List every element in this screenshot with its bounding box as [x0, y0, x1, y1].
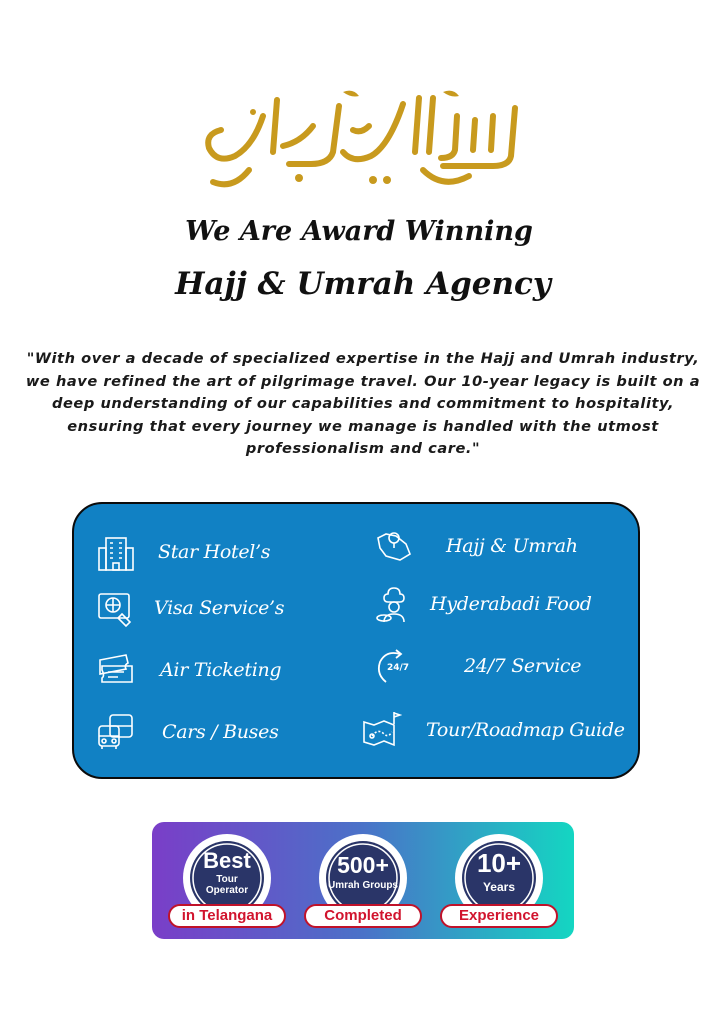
ticket-icon — [96, 650, 136, 690]
svg-text:24/7: 24/7 — [387, 663, 410, 673]
saudi-map-pin-icon — [374, 526, 414, 566]
bismillah-calligraphy — [193, 86, 533, 196]
bus-car-icon — [96, 712, 136, 752]
service-cars-buses — [96, 712, 279, 752]
service-hajj-umrah — [374, 526, 578, 566]
badge-ribbon: in Telangana — [168, 904, 286, 928]
badge-big-text: 10+ — [476, 848, 522, 878]
chef-icon — [374, 584, 414, 624]
clock-24-7-icon — [374, 646, 414, 686]
badge-ribbon: Completed — [304, 904, 422, 928]
mission-quote — [0, 348, 726, 461]
badge-big-text: 500+ — [337, 852, 389, 878]
services-panel — [72, 502, 640, 779]
service-label: Star Hotel’s — [158, 541, 271, 563]
service-label: Visa Service’s — [154, 597, 285, 619]
quote-line: we have refined the art of pilgrimage travel. Our 10-year legacy is built on a — [25, 372, 701, 390]
service-tour-roadmap — [362, 710, 625, 750]
service-label: Hyderabadi Food — [430, 593, 592, 615]
hotel-building-icon — [96, 532, 136, 572]
quote-line: "With over a decade of specialized expertise in the Hajj and Umrah industry, — [26, 350, 700, 367]
badge-years-experience — [434, 830, 564, 934]
badge-small-text: Operator — [205, 885, 249, 896]
quote-line: professionalism and care." — [245, 440, 481, 457]
service-24-7 — [374, 646, 581, 686]
roadmap-icon — [362, 710, 402, 750]
badge-small-text: Tour — [216, 874, 238, 885]
quote-line: ensuring that every journey we manage is handled with the utmost — [67, 417, 659, 435]
service-label: Cars / Buses — [162, 721, 279, 743]
headline-agency-name: Hajj & Umrah Agency — [175, 266, 551, 302]
service-label: Tour/Roadmap Guide — [426, 719, 625, 741]
quote-line: deep understanding of our capabilities and commitment to hospitality, — [51, 395, 675, 412]
badge-small-text: Years — [482, 880, 516, 894]
badge-umrah-groups — [298, 830, 428, 934]
service-label: 24/7 Service — [464, 655, 582, 677]
badge-big-text: Best — [203, 848, 251, 873]
passport-icon — [96, 588, 136, 628]
service-star-hotels — [96, 532, 270, 572]
achievement-badges — [152, 822, 574, 939]
badge-ribbon: Experience — [440, 904, 558, 928]
service-label: Air Ticketing — [160, 659, 282, 681]
badge-best-tour-operator — [162, 830, 292, 934]
headline-award-winning: We Are Award Winning — [185, 216, 533, 247]
service-hyderabadi-food — [374, 584, 592, 624]
service-air-ticketing — [96, 650, 281, 690]
badge-small-text: Umrah Groups — [327, 880, 398, 891]
service-visa — [96, 588, 284, 628]
service-label: Hajj & Umrah — [446, 535, 578, 557]
